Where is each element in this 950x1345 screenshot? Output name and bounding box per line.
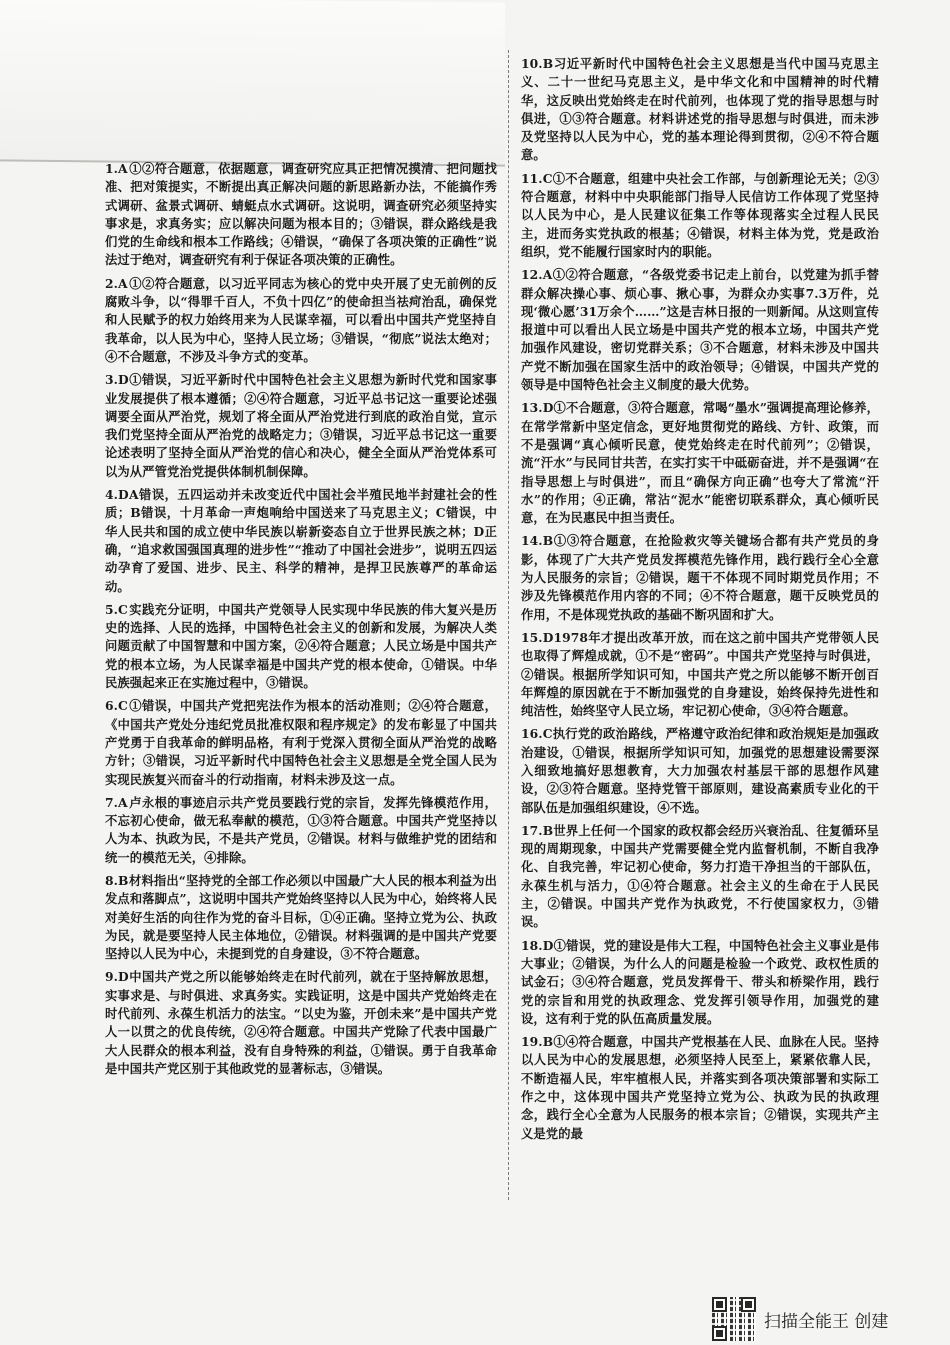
answer-number: 7.A [105,794,128,810]
answer-explanation: ①不合题意，③符合题意，常喝“墨水”强调提高理论修养，在常学常新中坚定信念，更好地贯彻党的路线、方针、政策，而不是强调“真心倾听民意，使党始终走在时代前列”；②错误，流“汗水”与民同甘共苦，在实打实干中砥砺奋进，并不是强调“在指导思想上与时俱进”，而且“确保方向正确”也夸大了常流“汗水”的作用；④正确，常沾“泥水”能密切联系群众，真心倾听民意，在为民惠民中担当责任。 [521,400,879,526]
answer-item [105,968,497,1078]
answer-item [521,170,879,261]
answer-explanation: ①错误，习近平新时代中国特色社会主义思想为新时代党和国家事业发展提供了根本遵循；②④符合题意，习近平总书记这一重要论述强调要全面从严治党，规划了将全面从严治党进行到底的政治自觉，宣示我们党坚持全面从严治党的战略定力；③错误，习近平总书记这一重要论述表明了坚持全面从严治党的信心和决心，健全全面从严治党体系可以为从严管党治党提供体制机制保障。 [105,372,497,479]
answer-number: 5.C [105,601,128,617]
answer-item [521,629,879,720]
answer-number: 19.B [521,1034,554,1050]
answer-column-left [105,160,497,1083]
answer-item [521,266,879,394]
answer-explanation: ①②符合题意，依据题意，调查研究应具正把情况摸清、把问题找准、把对策提实，不断提出真正解决问题的新思路新办法，不能搞作秀式调研、盆景式调研、蜻蜓点水式调研。这说明，调查研究必须坚持实事求是，求真务实；应以解决问题为根本目的；③错误，群众路线是我们党的生命线和根本工作路线；④错误，“确保了各项决策的正确性”说法过于绝对，调查研究有利于保证各项决策的正确性。 [105,161,497,268]
answer-number: 8.B [105,872,129,888]
answer-number: 6.C [105,698,128,714]
answer-column-right [521,55,879,1148]
answer-number: 9.D [105,969,129,985]
answer-explanation: ①错误，中国共产党把宪法作为根本的活动准则；②④符合题意，《中国共产党处分违纪党员批准权限和程序规定》的发布彰显了中国共产党勇于自我革命的鲜明品格，有利于党深入贯彻全面从严治党的战略方针；③错误，习近平新时代中国特色社会主义思想是全党全国人民为实现民族复兴而奋斗的行动指南，材料未涉及这一点。 [105,698,497,787]
answer-explanation: ①错误，党的建设是伟大工程，中国特色社会主义事业是伟大事业；②错误，为什么人的问题是检验一个政党、政权性质的试金石；③④符合题意，党员发挥骨干、带头和桥梁作用，践行党的宗旨和用党的执政理念、党发挥引领导作用，加强党的建设，这有利于党的队伍高质量发展。 [521,937,879,1026]
answer-explanation: 1978年才提出改革开放，而在这之前中国共产党带领人民也取得了辉煌成就，①不是“密码”。中国共产党坚持与时俱进，②错误。根据所学知识可知，中国共产党之所以能够不断开创百年辉煌的原因就在于不断加强党的自身建设，始终保持先进性和纯洁性，始终坚守人民立场，牢记初心使命，③④符合题意。 [521,629,879,719]
answer-number: 3.D [105,372,129,388]
answer-item [521,1033,879,1143]
answer-number: 12.A [521,267,553,283]
column-divider [508,50,509,1200]
qr-code-icon [712,1297,756,1341]
answer-number: 15.D [521,629,554,645]
answer-explanation: 世界上任何一个国家的政权都会经历兴衰治乱、往复循环呈现的周期现象，中国共产党需要健全党内监督机制，不断自我净化、自我完善，牢记初心使命，努力打造干净担当的干部队伍，永葆生机与活力，①④符合题意。社会主义的生命在于人民民主，②错误。中国共产党作为执政党，不行使国家权力，③错误。 [521,822,879,930]
answer-item [521,822,879,932]
answer-item [521,937,879,1028]
answer-explanation: 习近平新时代中国特色社会主义思想是当代中国马克思主义、二十一世纪马克思主义，是中华文化和中国精神的时代精华，这反映出党始终走在时代前列，也体现了党的指导思想与时俱进，①③符合题意。材料讲述党的指导思想与时俱进，而未涉及党坚持以人民为中心，党的基本理论得到贯彻，②④不符合题意。 [521,56,879,163]
answer-item [105,160,497,270]
answer-item [521,55,879,165]
answer-number: 16.C [521,726,553,742]
answer-explanation: ①②符合题意，“各级党委书记走上前台，以党建为抓手替群众解决操心事、烦心事、揪心事，为群众办实事7.3万件，兑现‘微心愿’31万余个……”这是吉林日报的一则新闻。从这则宣传报道中可以看出人民立场是中国共产党的根本立场，中国共产党加强作风建设，密切党群关系；③不合题意，材料未涉及中国共产党不断加强在国家生活中的政治领导；④错误，中国共产党的领导是中国特色社会主义制度的最大优势。 [521,267,879,393]
answer-item [105,601,497,692]
answer-explanation: 执行党的政治路线，严格遵守政治纪律和政治规矩是加强政治建设，①错误，根据所学知识可知，加强党的思想建设需要深入细致地搞好思想教育，大力加强农村基层干部的思想作风建设，②③符合题意。坚持党管干部原则，建设高素质专业化的干部队伍是加强组织建设，④不选。 [521,726,879,815]
answer-item [105,275,497,366]
answer-explanation: 中国共产党之所以能够始终走在时代前列，就在于坚持解放思想，实事求是、与时俱进、求真务实。实践证明，这是中国共产党始终走在时代前列、永葆生机活力的法宝。“以史为鉴，开创未来”是中国共产党人一以贯之的优良传统，②④符合题意。中国共产党除了代表中国最广大人民群众的根本利益，没有自身特殊的利益，①错误。勇于自我革命是中国共产党区别于其他政党的显著标志，③错误。 [105,969,497,1076]
answer-explanation: ①④符合题意，中国共产党根基在人民、血脉在人民。坚持以人民为中心的发展思想，必须坚持人民至上，紧紧依靠人民，不断造福人民，牢牢植根人民，并落实到各项决策部署和实际工作之中，这体现中国共产党坚持立党为公、执政为民的执政理念，践行全心全意为人民服务的根本宗旨；②错误，实现共产主义是党的最 [521,1034,879,1141]
answer-number: 2.A [105,275,128,291]
answer-number: 17.B [521,822,554,838]
answer-number: 11.C [521,170,553,186]
answer-explanation: ①不合题意，组建中央社会工作部，与创新理论无关；②③符合题意，材料中中央职能部门指导人民信访工作体现了党坚持以人民为中心，是人民建议征集工作等体现落实全过程人民民主，进而务实党执政的根基；④错误，材料主体为党，党是政治组织，党不能履行国家时内的职能。 [521,170,879,259]
answer-item [105,872,497,963]
answer-item [105,486,497,596]
answer-explanation: ①②符合题意，以习近平同志为核心的党中央开展了史无前例的反腐败斗争，以“得罪千百人，不负十四亿”的使命担当祛疴治乱，确保党和人民赋予的权力始终用来为人民谋幸福，可以看出中国共产党坚持自我革命，以人民为中心，坚持人民立场；③错误，“彻底”说法太绝对；④不合题意，不涉及斗争方式的变革。 [105,275,497,364]
answer-number: 14.B [521,533,554,549]
answer-number: 18.D [521,937,554,953]
answer-explanation: ①③符合题意，在抢险救灾等关键场合都有共产党员的身影，体现了广大共产党员发挥模范先锋作用，践行践行全心全意为人民服务的宗旨；②错误，题干不体现不同时期党员作用；不涉及先锋模范作用内容的不同；④不符合题意，题干反映党员的作用，不是体现党执政的基础不断巩固和扩大。 [521,533,879,622]
answer-explanation: 实践充分证明，中国共产党领导人民实现中华民族的伟大复兴是历史的选择、人民的选择，中国特色社会主义的创新和发展，为解决人类问题贡献了中国智慧和中国方案，②④符合题意；人民立场是中国共产党的根本立场，为人民谋幸福是中国共产党的根本使命，①错误。中华民族强起来正在实施过程中，③错误。 [105,601,497,691]
answer-number: 4.D [105,487,129,503]
answer-number: 10.B [521,56,554,71]
answer-item [521,725,879,816]
answer-item [105,794,497,867]
watermark-text: 扫描全能王 创建 [764,1311,889,1332]
answer-explanation: A错误，五四运动并未改变近代中国社会半殖民地半封建社会的性质；B错误，十月革命一声炮响给中国送来了马克思主义；C错误，中华人民共和国的成立使中华民族以崭新姿态自立于世界民族之林；D正确，“追求救国强国真理的进步性”“推动了中国社会进步”，说明五四运动孕育了爱国、进步、民主、科学的精神，是捍卫民族尊严的革命运动。 [105,487,497,594]
answer-item [105,697,497,788]
answer-explanation: 卢永根的事迹启示共产党员要践行党的宗旨，发挥先锋模范作用，不忘初心使命，做无私奉献的模范，①③符合题意。中国共产党坚持以人为本、执政为民，不是共产党员，②错误。材料与做维护党的团结和统一的模范无关，④排除。 [105,794,497,865]
answer-item [105,371,497,481]
answer-number: 1.A [105,161,128,176]
scanner-watermark [712,1296,888,1342]
answer-item [521,399,879,527]
answer-explanation: 材料指出“坚持党的全部工作必须以中国最广大人民的根本利益为出发点和落脚点”，这说明中国共产党始终坚持以人民为中心，始终将人民对美好生活的向往作为党的奋斗目标，①④正确。坚持立党为公、执政为民，就是要坚持人民主体地位，②错误。材料强调的是中国共产党要坚持以人民为中心，未提到党的自身建设，③不符合题意。 [105,872,497,962]
answer-item [521,532,879,623]
folded-paper-edge [0,0,505,167]
answer-number: 13.D [521,400,554,416]
